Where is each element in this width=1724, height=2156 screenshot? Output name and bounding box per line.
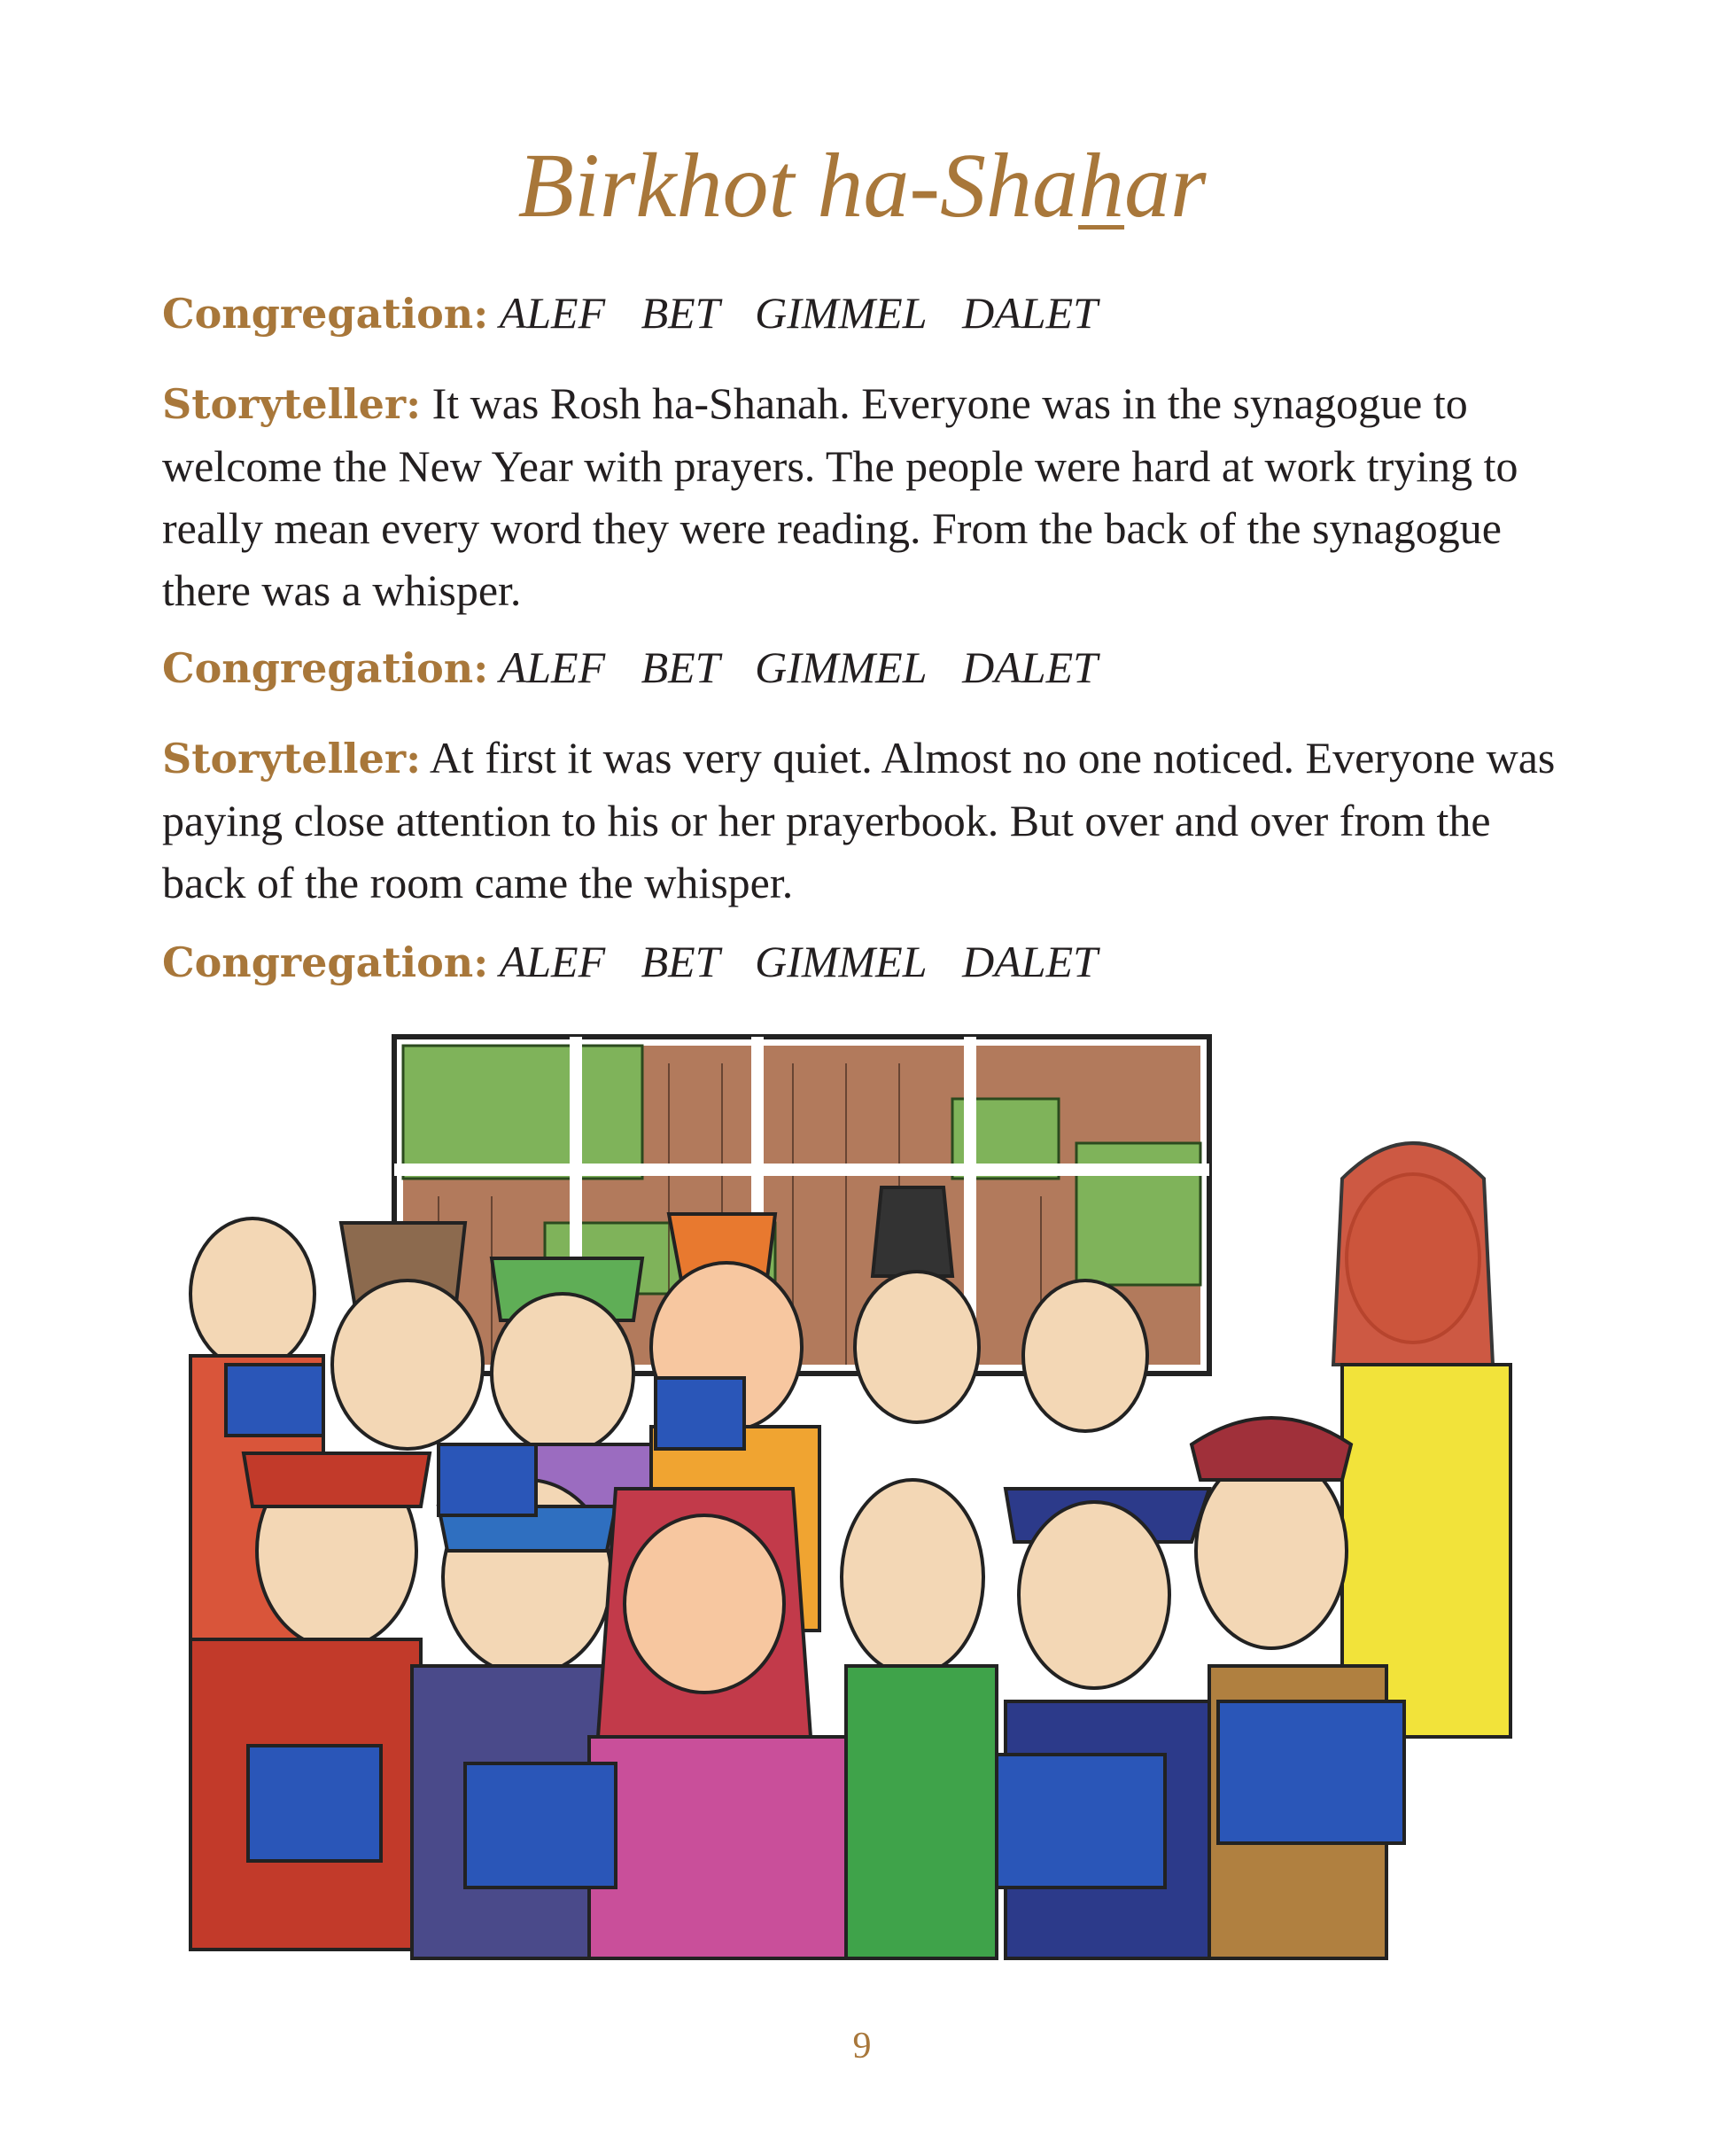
congregation-letters: ALEF BET GIMMEL DALET xyxy=(499,288,1098,338)
speaker-label: Storyteller: xyxy=(162,380,422,428)
congregation-letters: ALEF BET GIMMEL DALET xyxy=(499,937,1098,986)
congregation-line-3 xyxy=(162,930,1580,993)
page-number: 9 xyxy=(852,2026,872,2066)
congregation-line-1 xyxy=(162,282,1580,345)
storyteller-paragraph-2 xyxy=(162,727,1580,914)
speaker-label: Congregation: xyxy=(162,938,489,986)
congregation-letters: ALEF BET GIMMEL DALET xyxy=(499,642,1098,692)
title-part-2: ar xyxy=(1124,135,1207,237)
synagogue-illustration xyxy=(173,1028,1555,1976)
speaker-label: Storyteller: xyxy=(162,735,422,782)
storyteller-paragraph-1 xyxy=(162,372,1580,621)
speaker-label: Congregation: xyxy=(162,644,489,692)
congregation-line-2 xyxy=(162,636,1580,699)
storyteller-text: At first it was very quiet. Almost no one noticed. Everyone was paying close attention to his or her prayerbook. But over and over from the back of the room came the whisper. xyxy=(162,733,1556,907)
page-title xyxy=(0,133,1724,238)
title-underlined-letter: h xyxy=(1078,135,1125,237)
storyteller-text: It was Rosh ha-Shanah. Everyone was in the synagogue to welcome the New Year with prayers. The people were hard at work trying to really mean every word they were reading. From the back of the synagogue there was a whisper. xyxy=(162,378,1518,615)
title-part-1: Birkhot ha-Sha xyxy=(517,135,1079,237)
speaker-label: Congregation: xyxy=(162,290,489,338)
